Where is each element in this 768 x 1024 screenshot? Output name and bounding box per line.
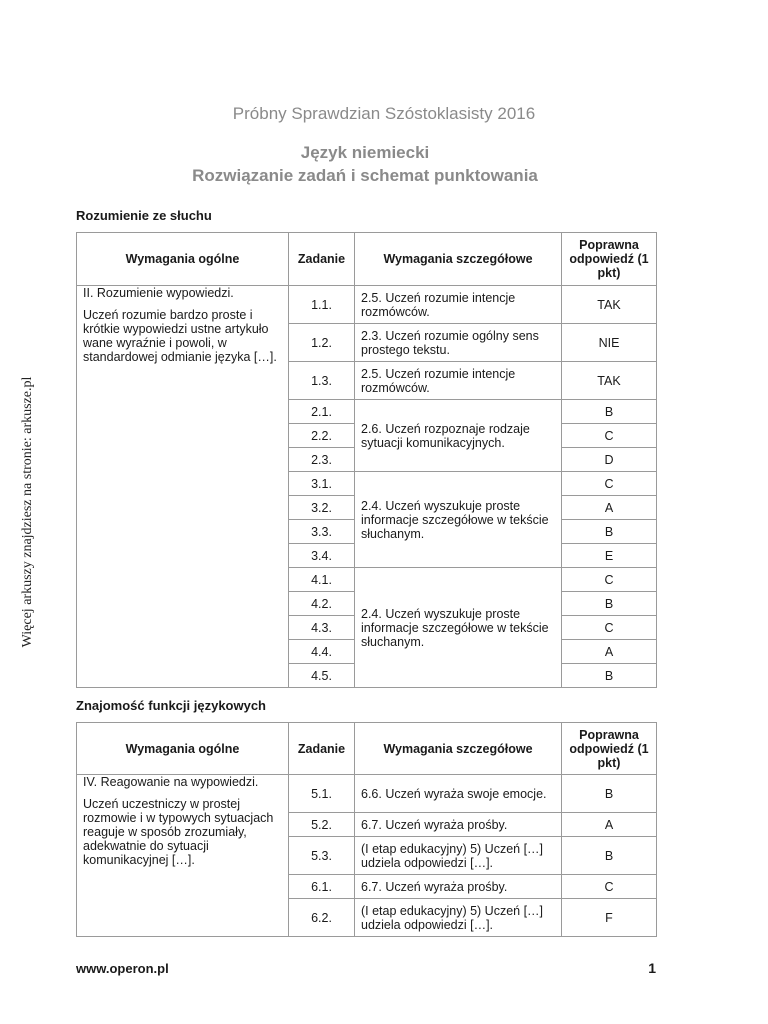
subject-title: Język niemiecki bbox=[300, 143, 430, 162]
task-number: 4.4. bbox=[289, 640, 355, 664]
correct-answer: D bbox=[562, 448, 657, 472]
language-functions-answer-table bbox=[76, 722, 657, 937]
correct-answer: C bbox=[562, 472, 657, 496]
column-header-detailed: Wymagania szczegółowe bbox=[355, 723, 562, 775]
task-number: 4.2. bbox=[289, 592, 355, 616]
task-number: 5.2. bbox=[289, 813, 355, 837]
correct-answer: NIE bbox=[562, 324, 657, 362]
detailed-requirement: 2.6. Uczeń rozpoznaje rodzaje sytuacji komunikacyjnych. bbox=[355, 400, 562, 472]
detailed-requirement: (I etap edukacyjny) 5) Uczeń […] udziela odpowiedzi […]. bbox=[355, 899, 562, 937]
task-number: 4.3. bbox=[289, 616, 355, 640]
correct-answer: B bbox=[562, 775, 657, 813]
correct-answer: C bbox=[562, 424, 657, 448]
task-number: 3.4. bbox=[289, 544, 355, 568]
correct-answer: A bbox=[562, 813, 657, 837]
task-number: 2.2. bbox=[289, 424, 355, 448]
column-header-task: Zadanie bbox=[289, 723, 355, 775]
column-header-general: Wymagania ogólne bbox=[77, 723, 289, 775]
task-number: 6.2. bbox=[289, 899, 355, 937]
detailed-requirement: 2.5. Uczeń rozumie intencje rozmówców. bbox=[355, 362, 562, 400]
detailed-requirement: 6.6. Uczeń wyraża swoje emocje. bbox=[355, 775, 562, 813]
task-number: 4.5. bbox=[289, 664, 355, 688]
correct-answer: C bbox=[562, 875, 657, 899]
correct-answer: C bbox=[562, 568, 657, 592]
task-number: 5.3. bbox=[289, 837, 355, 875]
task-number: 5.1. bbox=[289, 775, 355, 813]
correct-answer: B bbox=[562, 664, 657, 688]
publisher-link[interactable]: www.operon.pl bbox=[76, 961, 169, 976]
listening-answer-table bbox=[76, 232, 657, 688]
task-number: 2.1. bbox=[289, 400, 355, 424]
exam-title: Próbny Sprawdzian Szóstoklasisty 2016 bbox=[232, 104, 536, 123]
detailed-requirement: 2.3. Uczeń rozumie ogólny sens prostego tekstu. bbox=[355, 324, 562, 362]
table-row bbox=[77, 286, 657, 324]
general-requirement-title: IV. Reagowanie na wypowiedzi. bbox=[83, 775, 259, 789]
section-title-listening: Rozumienie ze słuchu bbox=[76, 208, 212, 223]
table-row bbox=[77, 775, 657, 813]
correct-answer: C bbox=[562, 616, 657, 640]
detailed-requirement: 2.4. Uczeń wyszukuje proste informacje szczegółowe w tekście słuchanym. bbox=[355, 472, 562, 568]
column-header-task: Zadanie bbox=[289, 233, 355, 286]
correct-answer: B bbox=[562, 400, 657, 424]
correct-answer: B bbox=[562, 837, 657, 875]
correct-answer: TAK bbox=[562, 362, 657, 400]
detailed-requirement: 6.7. Uczeń wyraża prośby. bbox=[355, 813, 562, 837]
detailed-requirement: 6.7. Uczeń wyraża prośby. bbox=[355, 875, 562, 899]
general-requirement-body: Uczeń rozumie bardzo proste i krótkie wypowiedzi ustne artykuło wane wyraźnie i powoli, w standardowej odmianie języka […]. bbox=[83, 308, 277, 364]
general-requirement-title: II. Rozumienie wypowiedzi. bbox=[83, 286, 234, 300]
task-number: 3.2. bbox=[289, 496, 355, 520]
correct-answer: B bbox=[562, 592, 657, 616]
task-number: 1.1. bbox=[289, 286, 355, 324]
correct-answer: E bbox=[562, 544, 657, 568]
general-requirement-body: Uczeń uczestniczy w prostej rozmowie i w typowych sytuacjach reaguje w sposób zrozumiały, adekwatnie do sytuacji komunikacyjnej […]. bbox=[83, 797, 274, 867]
section-title-language-functions: Znajomość funkcji językowych bbox=[76, 698, 266, 713]
table-header-row bbox=[77, 723, 657, 775]
column-header-answer: Poprawna odpowiedź (1 pkt) bbox=[562, 233, 657, 286]
detailed-requirement: 2.5. Uczeń rozumie intencje rozmówców. bbox=[355, 286, 562, 324]
task-number: 3.3. bbox=[289, 520, 355, 544]
correct-answer: TAK bbox=[562, 286, 657, 324]
correct-answer: A bbox=[562, 496, 657, 520]
general-requirement-cell bbox=[77, 286, 289, 688]
subject-heading bbox=[0, 141, 730, 187]
task-number: 3.1. bbox=[289, 472, 355, 496]
column-header-answer: Poprawna odpowiedź (1 pkt) bbox=[562, 723, 657, 775]
general-requirement-cell bbox=[77, 775, 289, 937]
side-watermark-text: Więcej arkuszy znajdziesz na stronie: arkusze.pl bbox=[20, 376, 35, 648]
task-number: 1.2. bbox=[289, 324, 355, 362]
page-number: 1 bbox=[648, 960, 656, 976]
subject-subtitle: Rozwiązanie zadań i schemat punktowania bbox=[192, 166, 538, 185]
table-header-row bbox=[77, 233, 657, 286]
column-header-general: Wymagania ogólne bbox=[77, 233, 289, 286]
task-number: 4.1. bbox=[289, 568, 355, 592]
task-number: 2.3. bbox=[289, 448, 355, 472]
correct-answer: A bbox=[562, 640, 657, 664]
correct-answer: B bbox=[562, 520, 657, 544]
correct-answer: F bbox=[562, 899, 657, 937]
task-number: 6.1. bbox=[289, 875, 355, 899]
column-header-detailed: Wymagania szczegółowe bbox=[355, 233, 562, 286]
detailed-requirement: 2.4. Uczeń wyszukuje proste informacje szczegółowe w tekście słuchanym. bbox=[355, 568, 562, 688]
task-number: 1.3. bbox=[289, 362, 355, 400]
detailed-requirement: (I etap edukacyjny) 5) Uczeń […] udziela odpowiedzi […]. bbox=[355, 837, 562, 875]
